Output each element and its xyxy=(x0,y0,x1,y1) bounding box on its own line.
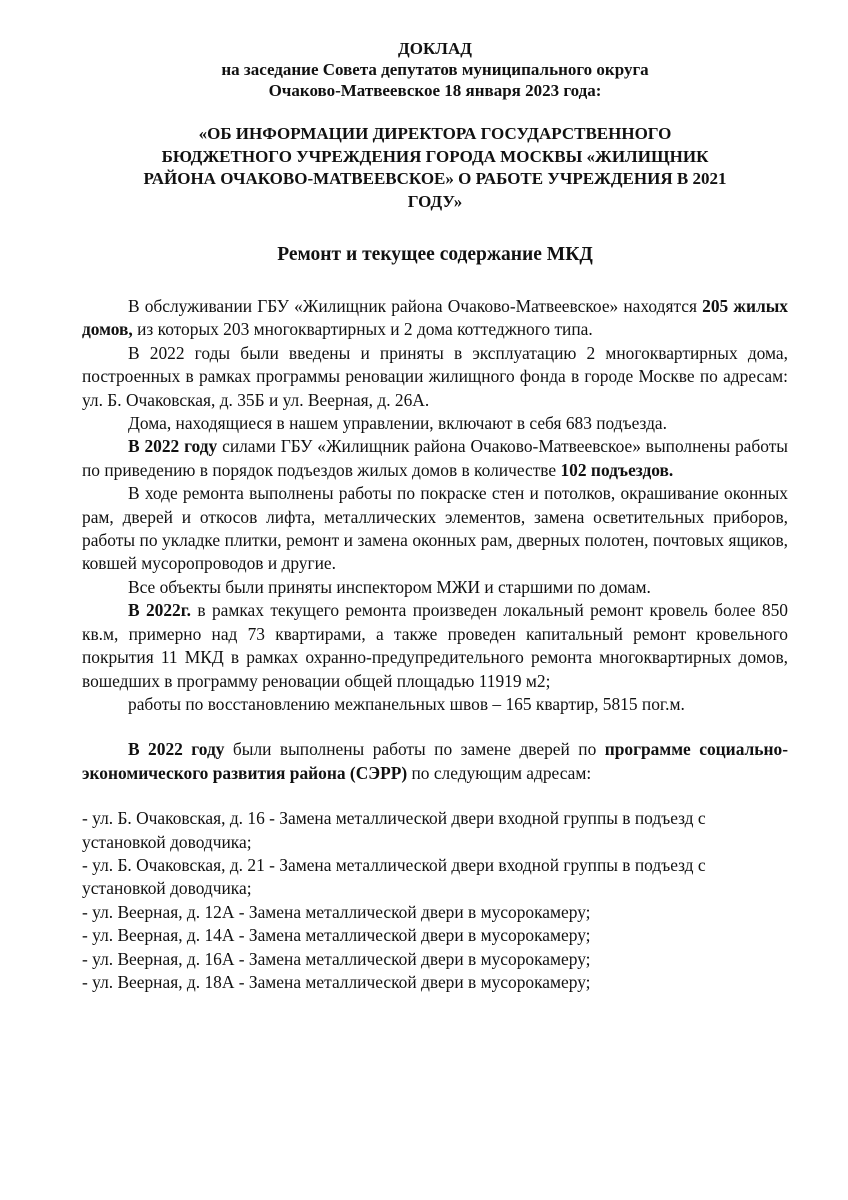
list-item: - ул. Веерная, д. 18А - Замена металлической двери в мусорокамеру; xyxy=(82,971,591,992)
headline-line-4: ГОДУ» xyxy=(407,191,463,211)
paragraph-door-replacement xyxy=(82,738,788,785)
spacer xyxy=(82,785,788,807)
paragraph-text: были выполнены работы по замене дверей по xyxy=(224,739,605,760)
list-item: - ул. Веерная, д. 16А - Замена металлической двери в мусорокамеру; xyxy=(82,948,591,969)
paragraph-seams: работы по восстановлению межпанельных швов – 165 квартир, 5815 пог.м. xyxy=(128,693,685,714)
meeting-date: Очаково-Матвеевское 18 января 2023 года: xyxy=(268,81,602,100)
paragraph-bold: В 2022 году xyxy=(128,436,218,457)
paragraph-roof-repair xyxy=(82,599,788,693)
paragraph-entrances-repair xyxy=(82,435,788,482)
paragraph-text: из которых 203 многоквартирных и 2 дома коттеджного типа. xyxy=(132,319,593,340)
paragraph-houses xyxy=(82,295,788,342)
document-type-title: ДОКЛАД xyxy=(398,39,472,58)
list-item: - ул. Б. Очаковская, д. 21 - Замена металлической двери входной группы в подъезд с установкой доводчика; xyxy=(82,854,706,899)
spacer xyxy=(82,716,788,738)
meeting-description: на заседание Совета депутатов муниципального округа xyxy=(221,60,649,79)
headline-line-2: БЮДЖЕТНОГО УЧРЕЖДЕНИЯ ГОРОДА МОСКВЫ «ЖИЛИЩНИК xyxy=(161,146,709,166)
document-header xyxy=(82,38,788,101)
paragraph-bold: 102 подъездов. xyxy=(560,459,674,480)
paragraph-entrances-count: Дома, находящиеся в нашем управлении, включают в себя 683 подъезда. xyxy=(128,413,667,434)
paragraph-text: в рамках текущего ремонта произведен локальный ремонт кровель более 850 кв.м, примерно над 73 квартирами, а также проведен капитальный ремонт кровельного покрытия 11 МКД в рамках охранно-предупредительного ремонта многоквартирных домов, вошедших в программу реновации общей площадью 11919 м2; xyxy=(82,600,788,691)
report-body xyxy=(82,295,788,994)
section-title: Ремонт и текущее содержание МКД xyxy=(277,244,593,265)
paragraph-bold: В 2022г. xyxy=(128,600,192,621)
report-headline xyxy=(82,123,788,213)
paragraph-new-buildings: В 2022 годы были введены и приняты в эксплуатацию 2 многоквартирных дома, построенных в рамках программы реновации жилищного фонда в городе Москве по адресам: ул. Б. Очаковская, д. 35Б и ул. Веерная, д. 26А. xyxy=(82,342,788,410)
paragraph-text: В обслуживании ГБУ «Жилищник района Очаково-Матвеевское» находятся xyxy=(128,296,703,316)
document-page xyxy=(82,38,788,994)
paragraph-bold: В 2022 году xyxy=(128,739,225,760)
headline-line-1: «ОБ ИНФОРМАЦИИ ДИРЕКТОРА ГОСУДАРСТВЕННОГО xyxy=(198,124,672,143)
paragraph-repair-works: В ходе ремонта выполнены работы по покраске стен и потолков, окрашивание оконных рам, дверей и откосов лифта, металлических элементов, замена осветительных приборов, работы по укладке плитки, ремонт и замена оконных рам, дверных полотен, почтовых ящиков, ковшей мусоропроводов и другие. xyxy=(82,483,788,574)
paragraph-acceptance: Все объекты были приняты инспектором МЖИ и старшими по домам. xyxy=(128,576,651,597)
list-item: - ул. Б. Очаковская, д. 16 - Замена металлической двери входной группы в подъезд с установкой доводчика; xyxy=(82,808,706,852)
paragraph-bold: программе социально-экономического развития района (СЭРР) xyxy=(82,739,788,783)
paragraph-text: силами ГБУ «Жилищник района Очаково-Матвеевское» выполнены работы по приведению в порядок подъездов жилых домов в количестве xyxy=(82,436,788,480)
list-item: - ул. Веерная, д. 12А - Замена металлической двери в мусорокамеру; xyxy=(82,901,591,922)
list-item: - ул. Веерная, д. 14А - Замена металлической двери в мусорокамеру; xyxy=(82,925,591,946)
address-list xyxy=(82,807,788,994)
paragraph-text: по следующим адресам: xyxy=(407,762,592,783)
paragraph-bold: 205 жилых домов, xyxy=(82,296,788,340)
headline-line-3: РАЙОНА ОЧАКОВО-МАТВЕЕВСКОЕ» О РАБОТЕ УЧРЕЖДЕНИЯ В 2021 xyxy=(143,169,727,188)
